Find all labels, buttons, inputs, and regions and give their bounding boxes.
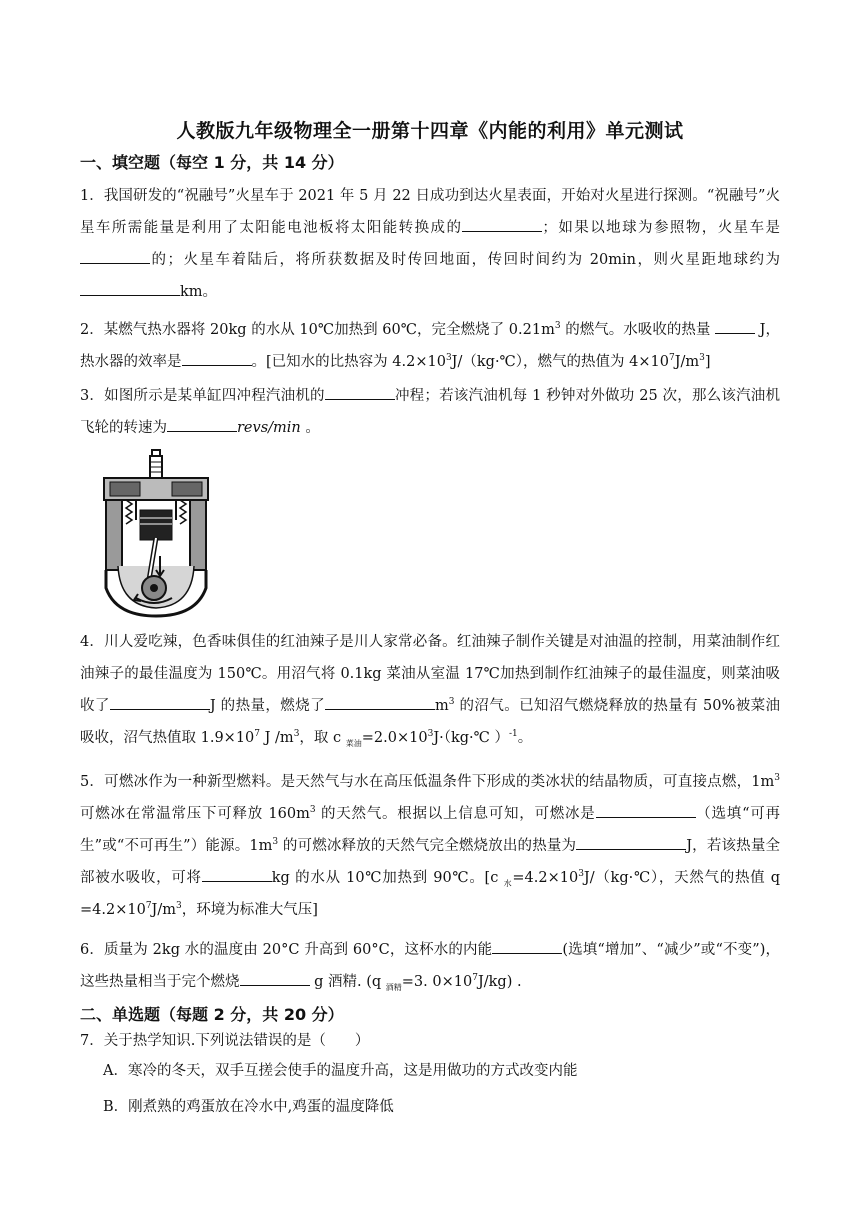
answer-blank[interactable] — [202, 865, 272, 882]
q4-text-d: 的沼气。已知沼气燃烧释放的热量有 50%被菜油吸收，沼气热值取 1.9×10 — [80, 698, 781, 746]
q3-text-c: 。 — [300, 420, 320, 436]
q4-text-g: =2.0×10 — [361, 730, 428, 746]
answer-blank[interactable] — [325, 693, 435, 710]
superscript: 3 — [176, 901, 182, 912]
question-7-option-a[interactable]: A．寒冷的冬天，双手互搓会使手的温度升高，这是用做功的方式改变内能 — [103, 1063, 578, 1079]
question-5 — [80, 766, 780, 926]
q2-text-a: 2．某燃气热水器将 20kg 的水从 10℃加热到 60℃，完全燃烧了 0.21m — [80, 322, 555, 338]
superscript: 3 — [445, 353, 452, 364]
superscript: 3 — [293, 729, 300, 740]
superscript: 7 — [254, 729, 261, 740]
q2-text-c: J，热水器的效率是 — [80, 322, 781, 370]
engine-diagram-figure — [96, 448, 216, 618]
question-3 — [80, 380, 780, 444]
q5-text-b: 可燃冰在常温常压下可释放 160m — [80, 806, 310, 822]
question-7-stem: 7．关于热学知识.下列说法错误的是（ ） — [80, 1033, 370, 1049]
q5-text-c: 的天然气。根据以上信息可知，可燃冰是 — [315, 806, 596, 822]
answer-blank[interactable] — [492, 937, 562, 954]
superscript: 3 — [774, 773, 780, 784]
superscript: -1 — [509, 729, 518, 740]
superscript: 7 — [668, 353, 675, 364]
section-heading-single-choice: 二、单选题（每题 2 分，共 20 分） — [80, 1005, 344, 1024]
q6-text-b: (选填“增加”、“减少”或“不变”)，这些热量相当于完个燃烧 — [80, 942, 780, 990]
q5-text-a: 5．可燃冰作为一种新型燃料。是天然气与水在高压低温条件下形成的类冰状的结晶物质，可直接点燃，1m — [80, 774, 775, 790]
superscript: 3 — [554, 321, 561, 332]
q4-text-i: 。 — [517, 730, 533, 746]
q4-text-h: J·（kg·℃ ） — [433, 730, 509, 746]
q3-unit: revs/min — [237, 420, 301, 436]
q6-text-e: J/kg) . — [477, 974, 522, 990]
q4-text-c: m — [435, 698, 449, 714]
q1-text-d: km。 — [180, 284, 218, 300]
question-7-option-b[interactable]: B．刚煮熟的鸡蛋放在冷水中,鸡蛋的温度降低 — [103, 1099, 394, 1115]
superscript: 7 — [472, 973, 478, 984]
subscript: 菜油 — [345, 738, 362, 748]
q5-text-e: 的可燃冰释放的天然气完全燃烧放出的热量为 — [278, 838, 577, 854]
superscript: 7 — [145, 901, 152, 912]
q4-text-e: J /m — [260, 730, 294, 746]
page-title: 人教版九年级物理全一册第十四章《内能的利用》单元测试 — [176, 120, 684, 142]
answer-blank[interactable] — [325, 383, 395, 400]
section-heading-fill-in: 一、填空题（每空 1 分，共 14 分） — [80, 153, 344, 172]
q6-text-d: =3. 0×10 — [401, 974, 473, 990]
question-2 — [80, 314, 780, 378]
q4-text-b: J 的热量，燃烧了 — [209, 698, 326, 714]
q5-text-i: J/（kg·℃），天然气的热值 q =4.2×10 — [80, 870, 780, 918]
answer-blank[interactable] — [182, 349, 252, 366]
q6-text-a: 6．质量为 2kg 水的温度由 20°C 升高到 60°C，这杯水的内能 — [80, 942, 493, 958]
q5-text-d: （选填“可再生”或“不可再生”）能源。1m — [80, 806, 780, 854]
q6-text-c: g 酒精. (q — [309, 974, 386, 990]
q5-text-k: ，环境为标准大气压] — [181, 902, 318, 918]
question-1 — [80, 180, 780, 308]
q5-text-g: kg 的水从 10℃加热到 90℃。[c — [271, 870, 504, 886]
answer-blank[interactable] — [576, 833, 686, 850]
q2-text-e: J/（kg·℃），燃气的热值为 4×10 — [451, 354, 669, 370]
subscript: 酒精 — [385, 982, 402, 992]
q5-text-j: J/m — [151, 902, 176, 918]
superscript: 3 — [699, 353, 705, 364]
q5-text-f: J，若该热量全部被水吸收，可将 — [80, 838, 781, 886]
q4-text-f: ，取 c — [299, 730, 346, 746]
answer-blank[interactable] — [80, 247, 150, 264]
answer-blank[interactable] — [596, 801, 696, 818]
q2-text-g: ] — [704, 354, 711, 370]
q2-text-f: J/m — [674, 354, 700, 370]
answer-blank[interactable] — [715, 317, 755, 334]
superscript: 3 — [309, 805, 316, 816]
q5-text-h: =4.2×10 — [512, 870, 579, 886]
answer-blank[interactable] — [240, 969, 310, 986]
q3-text-b: 冲程；若该汽油机每 1 秒钟对外做功 25 次，那么该汽油机飞轮的转速为 — [80, 388, 780, 436]
q1-text-a: 1．我国研发的“祝融号”火星车于 2021 年 5 月 22 日成功到达火星表面，开始对火星进行探测。“祝融号”火星车所需能量是利用了太阳能电池板将太阳能转换成的 — [80, 188, 780, 236]
answer-blank[interactable] — [110, 693, 210, 710]
answer-blank[interactable] — [167, 415, 237, 432]
question-6 — [80, 934, 780, 998]
superscript: 3 — [427, 729, 434, 740]
q4-text-a: 4．川人爱吃辣，色香味俱佳的红油辣子是川人家常必备。红油辣子制作关键是对油温的控制，用菜油制作红油辣子的最佳温度为 150℃。用沼气将 0.1kg 菜油从室温 17℃加热到制作红油辣子的最佳温度，则菜油吸收了 — [80, 634, 780, 714]
q1-text-b: ；如果以地球为参照物，火星车是 — [542, 220, 780, 236]
q2-text-d: 。[已知水的比热容为 4.2×10 — [251, 354, 446, 370]
answer-blank[interactable] — [462, 215, 542, 232]
subscript: 水 — [503, 878, 513, 888]
superscript: 3 — [448, 697, 455, 708]
q2-text-b: 的燃气。水吸收的热量 — [560, 322, 716, 338]
answer-blank[interactable] — [80, 279, 180, 296]
question-4 — [80, 626, 780, 754]
superscript: 3 — [272, 837, 279, 848]
superscript: 3 — [578, 869, 584, 880]
q3-text-a: 3．如图所示是某单缸四冲程汽油机的 — [80, 388, 325, 404]
q1-text-c: 的；火星车着陆后，将所获数据及时传回地面，传回时间约为 20min，则火星距地球约为 — [150, 252, 780, 268]
